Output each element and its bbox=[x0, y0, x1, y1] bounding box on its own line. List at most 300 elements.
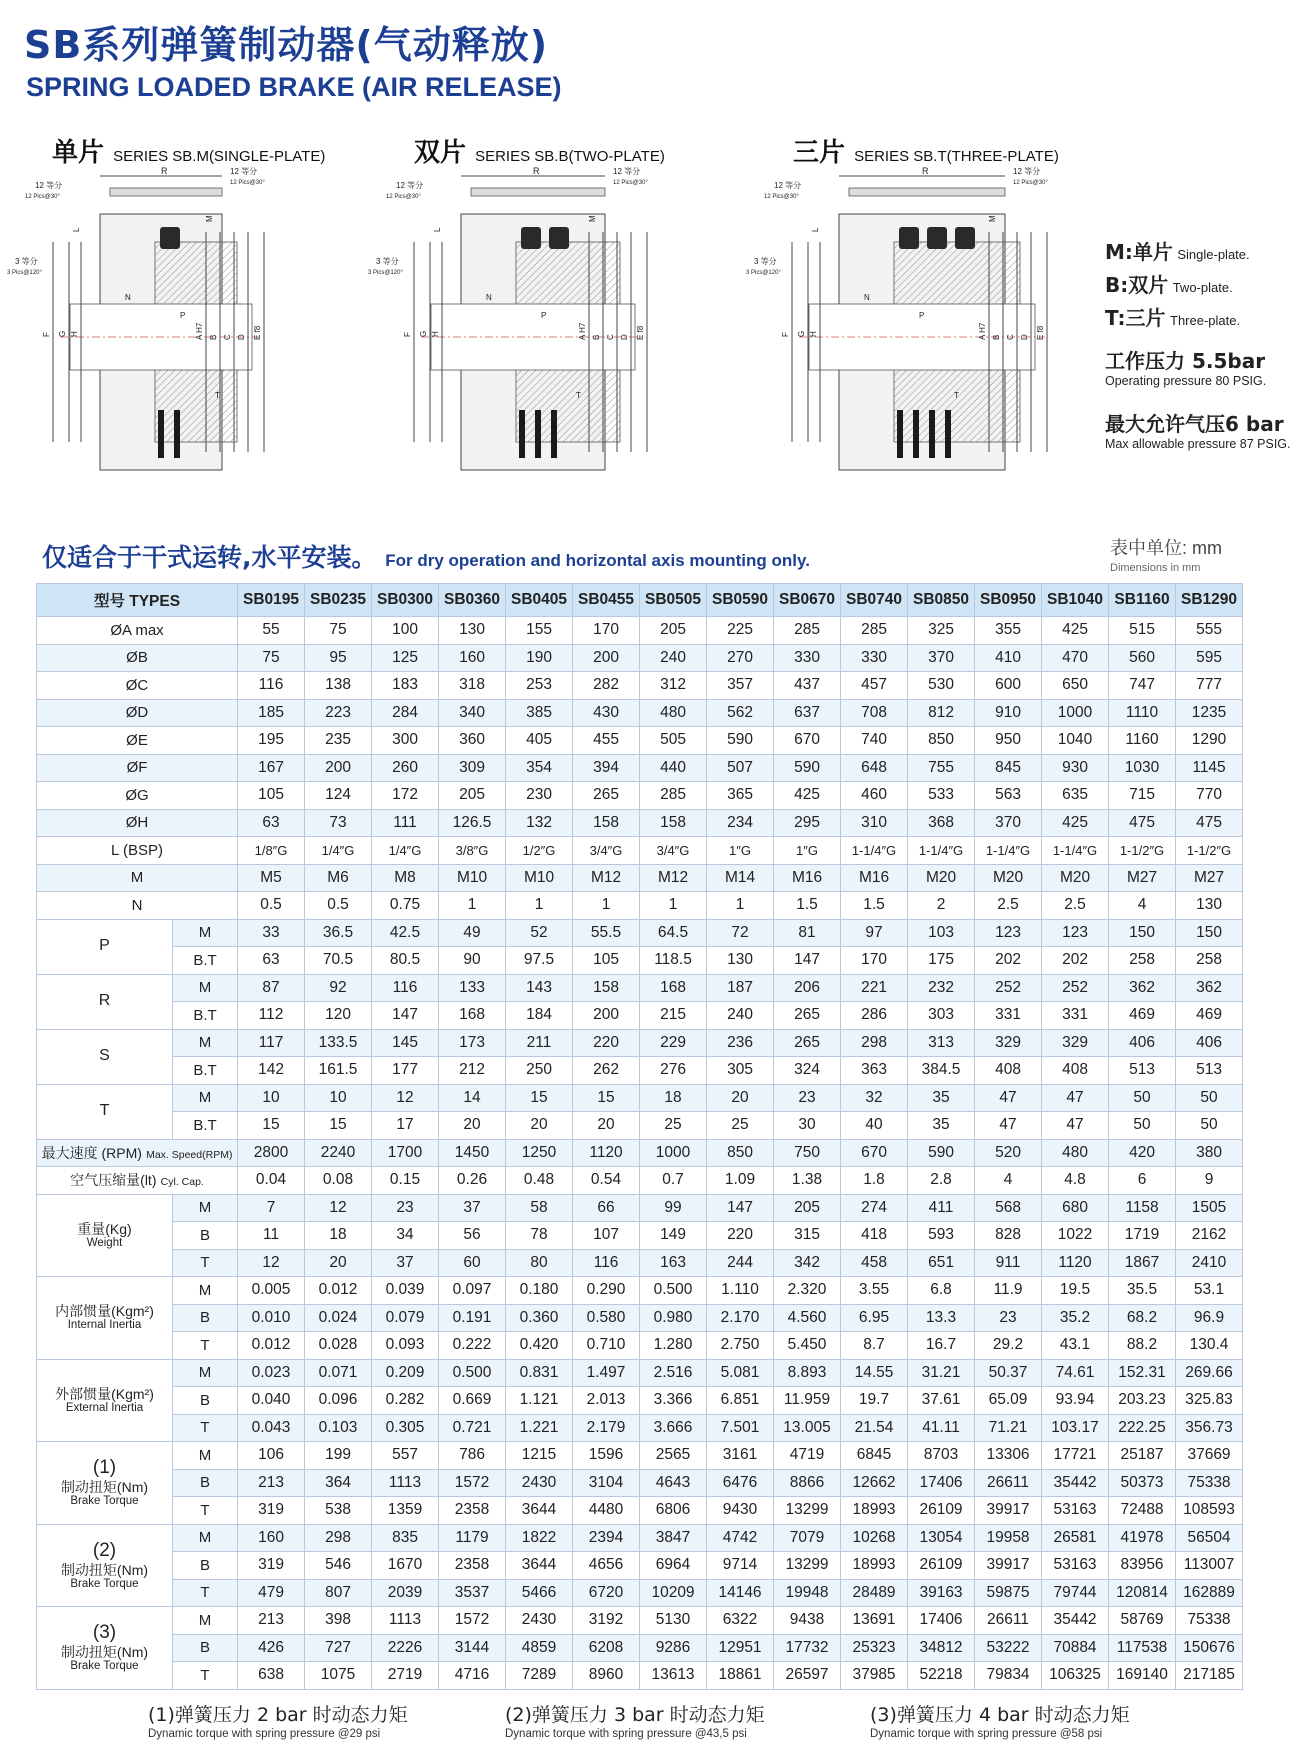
dimension-label: C bbox=[223, 334, 232, 340]
value-cell: 124 bbox=[305, 782, 372, 810]
value-cell: 200 bbox=[305, 754, 372, 782]
dimension-label: C bbox=[606, 334, 615, 340]
value-cell: 0.290 bbox=[573, 1277, 640, 1305]
speed-label-cn: 最大速度 (RPM) bbox=[41, 1144, 142, 1161]
group-label: R bbox=[37, 974, 173, 1029]
table-row bbox=[37, 1469, 1243, 1497]
value-cell: 3847 bbox=[640, 1524, 707, 1552]
value-cell: 5.081 bbox=[707, 1359, 774, 1387]
value-cell: 105 bbox=[573, 947, 640, 975]
value-cell: 92 bbox=[305, 974, 372, 1002]
value-cell: 19.7 bbox=[841, 1387, 908, 1415]
value-cell: 2358 bbox=[439, 1552, 506, 1580]
value-cell: 15 bbox=[506, 1084, 573, 1112]
friction-pad-top bbox=[955, 227, 975, 249]
value-cell: 18993 bbox=[841, 1552, 908, 1580]
value-cell: 538 bbox=[305, 1497, 372, 1525]
value-cell: 26597 bbox=[774, 1662, 841, 1690]
value-cell: 6964 bbox=[640, 1552, 707, 1580]
dimension-label: D bbox=[1020, 334, 1029, 340]
value-cell: 32 bbox=[841, 1084, 908, 1112]
value-cell: 232 bbox=[908, 974, 975, 1002]
value-cell: 117538 bbox=[1109, 1634, 1176, 1662]
value-cell: 16.7 bbox=[908, 1332, 975, 1360]
sub-label: T bbox=[173, 1497, 238, 1525]
dimension-label: T bbox=[215, 391, 220, 400]
series-single-label bbox=[52, 132, 325, 169]
value-cell: 1-1/4″G bbox=[1042, 837, 1109, 865]
value-cell: 17721 bbox=[1042, 1442, 1109, 1470]
value-cell: 138 bbox=[305, 672, 372, 700]
spring bbox=[158, 410, 164, 458]
value-cell: 130.4 bbox=[1176, 1332, 1243, 1360]
value-cell: 755 bbox=[908, 754, 975, 782]
value-cell: 0.012 bbox=[305, 1277, 372, 1305]
drawing-single-plate bbox=[5, 166, 335, 522]
value-cell: 35442 bbox=[1042, 1469, 1109, 1497]
value-cell: 8.7 bbox=[841, 1332, 908, 1360]
dimension-label: 3 等分 bbox=[15, 257, 38, 266]
dimension-label: R bbox=[533, 166, 540, 176]
dimension-label: A H7 bbox=[195, 322, 204, 340]
value-cell: 80.5 bbox=[372, 947, 439, 975]
value-cell: 460 bbox=[841, 782, 908, 810]
value-cell: 6845 bbox=[841, 1442, 908, 1470]
value-cell: 276 bbox=[640, 1057, 707, 1085]
value-cell: 295 bbox=[774, 809, 841, 837]
value-cell: 49 bbox=[439, 919, 506, 947]
footnote-1 bbox=[148, 1700, 408, 1740]
value-cell: 2.320 bbox=[774, 1277, 841, 1305]
value-cell: 475 bbox=[1176, 809, 1243, 837]
value-cell: 81 bbox=[774, 919, 841, 947]
dimension-label: 12 等分 bbox=[774, 181, 802, 190]
value-cell: 285 bbox=[841, 617, 908, 645]
model-header: SB0455 bbox=[573, 584, 640, 617]
value-cell: 107 bbox=[573, 1222, 640, 1250]
value-cell: 78 bbox=[506, 1222, 573, 1250]
dimension-label: A H7 bbox=[978, 322, 987, 340]
external-group-label bbox=[37, 1359, 173, 1442]
value-cell: 31.21 bbox=[908, 1359, 975, 1387]
value-cell: 426 bbox=[238, 1634, 305, 1662]
value-cell: 4 bbox=[1109, 892, 1176, 920]
value-cell: 25 bbox=[707, 1112, 774, 1140]
value-cell: 2.179 bbox=[573, 1414, 640, 1442]
value-cell: 37 bbox=[372, 1249, 439, 1277]
mounting-note bbox=[42, 538, 810, 574]
value-cell: 3644 bbox=[506, 1497, 573, 1525]
value-cell: 79744 bbox=[1042, 1579, 1109, 1607]
value-cell: 167 bbox=[238, 754, 305, 782]
value-cell: 406 bbox=[1176, 1029, 1243, 1057]
value-cell: 50 bbox=[1176, 1084, 1243, 1112]
dimension-label: 3 Pics@120° bbox=[746, 270, 781, 276]
value-cell: 47 bbox=[1042, 1112, 1109, 1140]
table-row bbox=[37, 1194, 1243, 1222]
value-cell: 1113 bbox=[372, 1469, 439, 1497]
value-cell: 0.831 bbox=[506, 1359, 573, 1387]
value-cell: 1000 bbox=[640, 1139, 707, 1167]
value-cell: 43.1 bbox=[1042, 1332, 1109, 1360]
value-cell: 1158 bbox=[1109, 1194, 1176, 1222]
value-cell: 8.893 bbox=[774, 1359, 841, 1387]
value-cell: 25 bbox=[640, 1112, 707, 1140]
dimension-label: T bbox=[954, 391, 959, 400]
value-cell: 270 bbox=[707, 644, 774, 672]
value-cell: 3/8″G bbox=[439, 837, 506, 865]
value-cell: 12 bbox=[305, 1194, 372, 1222]
value-cell: 258 bbox=[1176, 947, 1243, 975]
torque3-group-label bbox=[37, 1607, 173, 1690]
value-cell: M20 bbox=[975, 864, 1042, 892]
row-label: ØH bbox=[37, 809, 238, 837]
dimension-label: H bbox=[809, 331, 818, 337]
value-cell: 55 bbox=[238, 617, 305, 645]
value-cell: 1075 bbox=[305, 1662, 372, 1690]
value-cell: 58769 bbox=[1109, 1607, 1176, 1635]
value-cell: 2394 bbox=[573, 1524, 640, 1552]
sub-label: T bbox=[173, 1249, 238, 1277]
value-cell: M27 bbox=[1176, 864, 1243, 892]
value-cell: 34 bbox=[372, 1222, 439, 1250]
value-cell: 0.15 bbox=[372, 1167, 439, 1195]
series-single-cn: 单片 bbox=[52, 138, 105, 168]
value-cell: 329 bbox=[1042, 1029, 1109, 1057]
value-cell: 37 bbox=[439, 1194, 506, 1222]
spring bbox=[174, 410, 180, 458]
value-cell: 111 bbox=[372, 809, 439, 837]
cap-label-cn: 空气压缩量(lt) bbox=[70, 1172, 157, 1189]
value-cell: 911 bbox=[975, 1249, 1042, 1277]
value-cell: 55.5 bbox=[573, 919, 640, 947]
table-row bbox=[37, 727, 1243, 755]
table-row bbox=[37, 947, 1243, 975]
value-cell: 360 bbox=[439, 727, 506, 755]
value-cell: 0.500 bbox=[640, 1277, 707, 1305]
value-cell: 130 bbox=[1176, 892, 1243, 920]
dimension-label: T bbox=[576, 391, 581, 400]
group-label: T bbox=[37, 1084, 173, 1139]
value-cell: 384.5 bbox=[908, 1057, 975, 1085]
max-pressure-cn: 最大允许气压6 bar bbox=[1105, 412, 1284, 436]
value-cell: 1/4″G bbox=[372, 837, 439, 865]
spring bbox=[913, 410, 919, 458]
value-cell: 252 bbox=[975, 974, 1042, 1002]
dimension-label: 12 Pics@30° bbox=[386, 194, 421, 200]
value-cell: 0.043 bbox=[238, 1414, 305, 1442]
dimension-label: 3 Pics@120° bbox=[7, 270, 42, 276]
value-cell: 13.005 bbox=[774, 1414, 841, 1442]
series-two-label bbox=[414, 132, 665, 169]
series-single-en: SERIES SB.M(SINGLE-PLATE) bbox=[113, 148, 326, 165]
value-cell: 670 bbox=[841, 1139, 908, 1167]
value-cell: 162889 bbox=[1176, 1579, 1243, 1607]
value-cell: 25323 bbox=[841, 1634, 908, 1662]
weight-group-label bbox=[37, 1194, 173, 1277]
value-cell: 47 bbox=[975, 1084, 1042, 1112]
table-row bbox=[37, 809, 1243, 837]
value-cell: 364 bbox=[305, 1469, 372, 1497]
value-cell: 1000 bbox=[1042, 699, 1109, 727]
table-row bbox=[37, 1057, 1243, 1085]
value-cell: 40 bbox=[841, 1112, 908, 1140]
sub-label: B bbox=[173, 1222, 238, 1250]
value-cell: 398 bbox=[305, 1607, 372, 1635]
value-cell: 368 bbox=[908, 809, 975, 837]
value-cell: 406 bbox=[1109, 1029, 1176, 1057]
value-cell: 505 bbox=[640, 727, 707, 755]
dimension-label: 12 Pics@30° bbox=[230, 180, 265, 186]
value-cell: 0.420 bbox=[506, 1332, 573, 1360]
row-label: ØE bbox=[37, 727, 238, 755]
model-header: SB0235 bbox=[305, 584, 372, 617]
value-cell: 282 bbox=[573, 672, 640, 700]
value-cell: 555 bbox=[1176, 617, 1243, 645]
unit-note bbox=[1110, 534, 1222, 574]
value-cell: 835 bbox=[372, 1524, 439, 1552]
value-cell: 163 bbox=[640, 1249, 707, 1277]
value-cell: 480 bbox=[640, 699, 707, 727]
value-cell: 0.005 bbox=[238, 1277, 305, 1305]
value-cell: 80 bbox=[506, 1249, 573, 1277]
value-cell: 6322 bbox=[707, 1607, 774, 1635]
value-cell: 319 bbox=[238, 1552, 305, 1580]
value-cell: 147 bbox=[372, 1002, 439, 1030]
value-cell: 36.5 bbox=[305, 919, 372, 947]
dimension-label: H bbox=[431, 331, 440, 337]
value-cell: 2.516 bbox=[640, 1359, 707, 1387]
value-cell: 3644 bbox=[506, 1552, 573, 1580]
value-cell: 13613 bbox=[640, 1662, 707, 1690]
value-cell: 469 bbox=[1109, 1002, 1176, 1030]
value-cell: 329 bbox=[975, 1029, 1042, 1057]
value-cell: 66 bbox=[573, 1194, 640, 1222]
value-cell: 0.191 bbox=[439, 1304, 506, 1332]
model-header: SB0670 bbox=[774, 584, 841, 617]
value-cell: 217185 bbox=[1176, 1662, 1243, 1690]
value-cell: 158 bbox=[573, 974, 640, 1002]
value-cell: 6 bbox=[1109, 1167, 1176, 1195]
value-cell: 331 bbox=[975, 1002, 1042, 1030]
table-row bbox=[37, 1167, 1243, 1195]
value-cell: 187 bbox=[707, 974, 774, 1002]
dimension-label: M bbox=[988, 215, 997, 222]
value-cell: 1700 bbox=[372, 1139, 439, 1167]
value-cell: 18993 bbox=[841, 1497, 908, 1525]
value-cell: 68.2 bbox=[1109, 1304, 1176, 1332]
table-row bbox=[37, 1304, 1243, 1332]
value-cell: 19948 bbox=[774, 1579, 841, 1607]
value-cell: 680 bbox=[1042, 1194, 1109, 1222]
value-cell: 116 bbox=[573, 1249, 640, 1277]
value-cell: 234 bbox=[707, 809, 774, 837]
internal-label-cn: 内部惯量(Kgm²) bbox=[55, 1303, 154, 1320]
value-cell: 0.710 bbox=[573, 1332, 640, 1360]
value-cell: 303 bbox=[908, 1002, 975, 1030]
torque3-label-en: Brake Torque bbox=[70, 1660, 139, 1673]
sub-label: M bbox=[173, 974, 238, 1002]
value-cell: 147 bbox=[707, 1194, 774, 1222]
dimension-label: 12 等分 bbox=[396, 181, 424, 190]
value-cell: 250 bbox=[506, 1057, 573, 1085]
model-header: SB0950 bbox=[975, 584, 1042, 617]
value-cell: 8960 bbox=[573, 1662, 640, 1690]
value-cell: 777 bbox=[1176, 672, 1243, 700]
value-cell: 1572 bbox=[439, 1469, 506, 1497]
value-cell: 0.980 bbox=[640, 1304, 707, 1332]
value-cell: 15 bbox=[573, 1084, 640, 1112]
value-cell: 286 bbox=[841, 1002, 908, 1030]
value-cell: 651 bbox=[908, 1249, 975, 1277]
value-cell: 1 bbox=[640, 892, 707, 920]
value-cell: 513 bbox=[1176, 1057, 1243, 1085]
model-header: SB0740 bbox=[841, 584, 908, 617]
drawing-three-plate bbox=[744, 166, 1094, 522]
value-cell: 740 bbox=[841, 727, 908, 755]
value-cell: 10268 bbox=[841, 1524, 908, 1552]
value-cell: 170 bbox=[841, 947, 908, 975]
value-cell: 200 bbox=[573, 1002, 640, 1030]
value-cell: 310 bbox=[841, 809, 908, 837]
value-cell: 14 bbox=[439, 1084, 506, 1112]
table-row bbox=[37, 644, 1243, 672]
value-cell: 26611 bbox=[975, 1469, 1042, 1497]
value-cell: 1.09 bbox=[707, 1167, 774, 1195]
value-cell: 236 bbox=[707, 1029, 774, 1057]
value-cell: 593 bbox=[908, 1222, 975, 1250]
value-cell: 0.012 bbox=[238, 1332, 305, 1360]
value-cell: 362 bbox=[1109, 974, 1176, 1002]
value-cell: 99 bbox=[640, 1194, 707, 1222]
legend-t-cn: T:三片 bbox=[1105, 306, 1166, 330]
value-cell: 0.7 bbox=[640, 1167, 707, 1195]
value-cell: 79834 bbox=[975, 1662, 1042, 1690]
value-cell: 930 bbox=[1042, 754, 1109, 782]
value-cell: 1596 bbox=[573, 1442, 640, 1470]
legend-b-cn: B:双片 bbox=[1105, 273, 1169, 297]
sub-label: B.T bbox=[173, 1002, 238, 1030]
spring bbox=[897, 410, 903, 458]
friction-pad-top bbox=[521, 227, 541, 249]
value-cell: 35 bbox=[908, 1084, 975, 1112]
footnote-1-cn: (1)弹簧压力 2 bar 时动态力矩 bbox=[148, 1704, 408, 1726]
value-cell: 770 bbox=[1176, 782, 1243, 810]
value-cell: 202 bbox=[975, 947, 1042, 975]
value-cell: 0.5 bbox=[238, 892, 305, 920]
table-row bbox=[37, 892, 1243, 920]
value-cell: 305 bbox=[707, 1057, 774, 1085]
value-cell: 362 bbox=[1176, 974, 1243, 1002]
dimension-label: G bbox=[58, 330, 67, 337]
value-cell: M10 bbox=[506, 864, 573, 892]
value-cell: 203.23 bbox=[1109, 1387, 1176, 1415]
value-cell: 850 bbox=[908, 727, 975, 755]
value-cell: 50 bbox=[1176, 1112, 1243, 1140]
value-cell: 37669 bbox=[1176, 1442, 1243, 1470]
value-cell: 213 bbox=[238, 1607, 305, 1635]
value-cell: 5130 bbox=[640, 1607, 707, 1635]
value-cell: 112 bbox=[238, 1002, 305, 1030]
value-cell: 244 bbox=[707, 1249, 774, 1277]
value-cell: 130 bbox=[439, 617, 506, 645]
value-cell: 568 bbox=[975, 1194, 1042, 1222]
model-header: SB0590 bbox=[707, 584, 774, 617]
types-header: 型号 TYPES bbox=[37, 584, 238, 617]
sub-label: T bbox=[173, 1414, 238, 1442]
value-cell: 173 bbox=[439, 1029, 506, 1057]
value-cell: 37985 bbox=[841, 1662, 908, 1690]
value-cell: 1.121 bbox=[506, 1387, 573, 1415]
table-row bbox=[37, 1662, 1243, 1690]
value-cell: 73 bbox=[305, 809, 372, 837]
max-pressure-en: Max allowable pressure 87 PSIG. bbox=[1105, 437, 1291, 451]
value-cell: 637 bbox=[774, 699, 841, 727]
value-cell: 590 bbox=[908, 1139, 975, 1167]
value-cell: 1/2″G bbox=[506, 837, 573, 865]
value-cell: 71.21 bbox=[975, 1414, 1042, 1442]
value-cell: 560 bbox=[1109, 644, 1176, 672]
value-cell: 3/4″G bbox=[573, 837, 640, 865]
value-cell: 530 bbox=[908, 672, 975, 700]
sub-label: B bbox=[173, 1552, 238, 1580]
mounting-note-en: For dry operation and horizontal axis mounting only. bbox=[385, 551, 810, 570]
model-header: SB1290 bbox=[1176, 584, 1243, 617]
value-cell: 103.17 bbox=[1042, 1414, 1109, 1442]
value-cell: 2039 bbox=[372, 1579, 439, 1607]
friction-pad-top bbox=[549, 227, 569, 249]
value-cell: 17 bbox=[372, 1112, 439, 1140]
value-cell: 420 bbox=[1109, 1139, 1176, 1167]
value-cell: 363 bbox=[841, 1057, 908, 1085]
table-row bbox=[37, 699, 1243, 727]
value-cell: 258 bbox=[1109, 947, 1176, 975]
value-cell: 2.013 bbox=[573, 1387, 640, 1415]
value-cell: 385 bbox=[506, 699, 573, 727]
value-cell: 300 bbox=[372, 727, 439, 755]
value-cell: M12 bbox=[640, 864, 707, 892]
dimension-label: A H7 bbox=[578, 322, 587, 340]
row-label: M bbox=[37, 864, 238, 892]
weight-label-cn: 重量(Kg) bbox=[77, 1220, 132, 1237]
dimension-label: H bbox=[70, 331, 79, 337]
value-cell: 1.5 bbox=[841, 892, 908, 920]
spring bbox=[945, 410, 951, 458]
value-cell: 910 bbox=[975, 699, 1042, 727]
value-cell: 2430 bbox=[506, 1607, 573, 1635]
unit-note-cn: 表中单位: mm bbox=[1110, 538, 1222, 558]
value-cell: 72488 bbox=[1109, 1497, 1176, 1525]
value-cell: 1160 bbox=[1109, 727, 1176, 755]
dimension-label: G bbox=[419, 330, 428, 337]
value-cell: 34812 bbox=[908, 1634, 975, 1662]
value-cell: 206 bbox=[774, 974, 841, 1002]
row-label: N bbox=[37, 892, 238, 920]
value-cell: 357 bbox=[707, 672, 774, 700]
value-cell: 6208 bbox=[573, 1634, 640, 1662]
value-cell: 35 bbox=[908, 1112, 975, 1140]
value-cell: M6 bbox=[305, 864, 372, 892]
value-cell: 12 bbox=[238, 1249, 305, 1277]
value-cell: 108593 bbox=[1176, 1497, 1243, 1525]
value-cell: 39163 bbox=[908, 1579, 975, 1607]
dimension-label: 12 等分 bbox=[1013, 167, 1041, 176]
dimension-label: D bbox=[620, 334, 629, 340]
value-cell: 11.959 bbox=[774, 1387, 841, 1415]
value-cell: 20 bbox=[439, 1112, 506, 1140]
value-cell: 4.560 bbox=[774, 1304, 841, 1332]
value-cell: 10209 bbox=[640, 1579, 707, 1607]
